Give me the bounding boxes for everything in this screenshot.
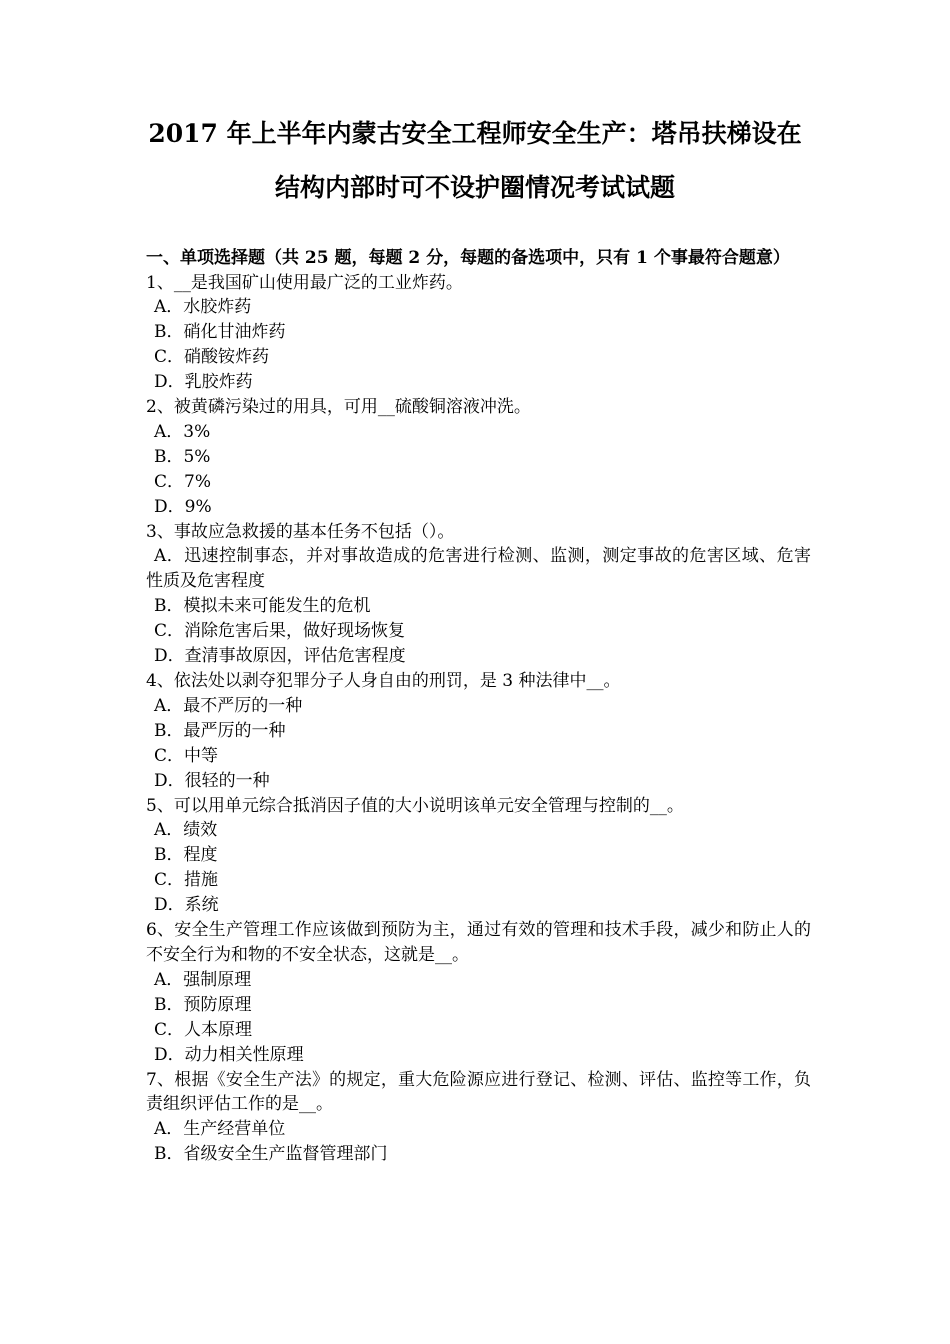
- option-d: D．很轻的一种: [154, 770, 270, 791]
- question-5: [146, 794, 811, 919]
- option-d: D．乳胶炸药: [154, 372, 253, 393]
- question-stem: 5、可以用单元综合抵消因子值的大小说明该单元安全管理与控制的__。: [146, 795, 684, 816]
- option-c: C．硝酸铵炸药: [154, 347, 270, 368]
- document-title-line-2: 结构内部时可不设护圈情况考试试题: [274, 173, 675, 202]
- question-stem: 4、依法处以剥夺犯罪分子人身自由的刑罚，是 3 种法律中__。: [146, 671, 621, 691]
- option-d: D．9%: [154, 496, 212, 517]
- question-stem: 7、根据《安全生产法》的规定，重大危险源应进行登记、检测、评估、监控等工作，负责组织评估工作的是__。: [146, 1069, 811, 1115]
- option-c: C．人本原理: [154, 1019, 253, 1040]
- question-6: [146, 918, 811, 1067]
- option-a: A．水胶炸药: [154, 297, 252, 318]
- option-a: A．强制原理: [154, 969, 252, 990]
- option-b: B．省级安全生产监督管理部门: [154, 1144, 388, 1165]
- option-d: D．动力相关性原理: [154, 1044, 304, 1065]
- option-c: C．措施: [154, 870, 219, 891]
- option-b: B．程度: [154, 845, 218, 866]
- option-a: A．最不严厉的一种: [154, 695, 303, 716]
- option-a: A．3%: [154, 421, 211, 442]
- option-b: B．最严厉的一种: [154, 720, 286, 741]
- option-b: B．硝化甘油炸药: [154, 322, 286, 343]
- question-7: [146, 1068, 811, 1168]
- question-stem: 2、被黄磷污染过的用具，可用__硫酸铜溶液冲洗。: [146, 397, 531, 418]
- option-d: D．系统: [154, 895, 219, 916]
- document-title-line-1: 2017 年上半年内蒙古安全工程师安全生产：塔吊扶梯设在: [148, 119, 802, 148]
- option-b: B．模拟未来可能发生的危机: [154, 596, 371, 617]
- question-4: [146, 669, 811, 794]
- option-b: B．预防原理: [154, 994, 252, 1015]
- option-c: C．消除危害后果，做好现场恢复: [154, 621, 406, 642]
- question-stem: 3、事故应急救援的基本任务不包括（）。: [146, 521, 455, 542]
- question-3: [146, 520, 811, 669]
- section-header: 一、单项选择题（共 25 题，每题 2 分，每题的备选项中，只有 1 个事最符合题意）: [146, 248, 790, 268]
- option-a: A．生产经营单位: [154, 1119, 286, 1140]
- document-body: [146, 246, 811, 1167]
- question-stem: 1、__是我国矿山使用最广泛的工业炸药。: [146, 272, 463, 293]
- question-stem: 6、安全生产管理工作应该做到预防为主，通过有效的管理和技术手段，减少和防止人的不安全行为和物的不安全状态，这就是__。: [146, 920, 811, 965]
- option-b: B．5%: [154, 446, 211, 467]
- option-c: C．中等: [154, 745, 219, 766]
- option-c: C．7%: [154, 471, 211, 492]
- option-a: A．迅速控制事态，并对事故造成的危害进行检测、监测，测定事故的危害区域、危害性质及危害程度: [146, 546, 811, 592]
- question-2: [146, 395, 811, 520]
- option-a: A．绩效: [154, 820, 218, 841]
- option-d: D．查清事故原因，评估危害程度: [154, 646, 406, 667]
- question-1: [146, 271, 811, 396]
